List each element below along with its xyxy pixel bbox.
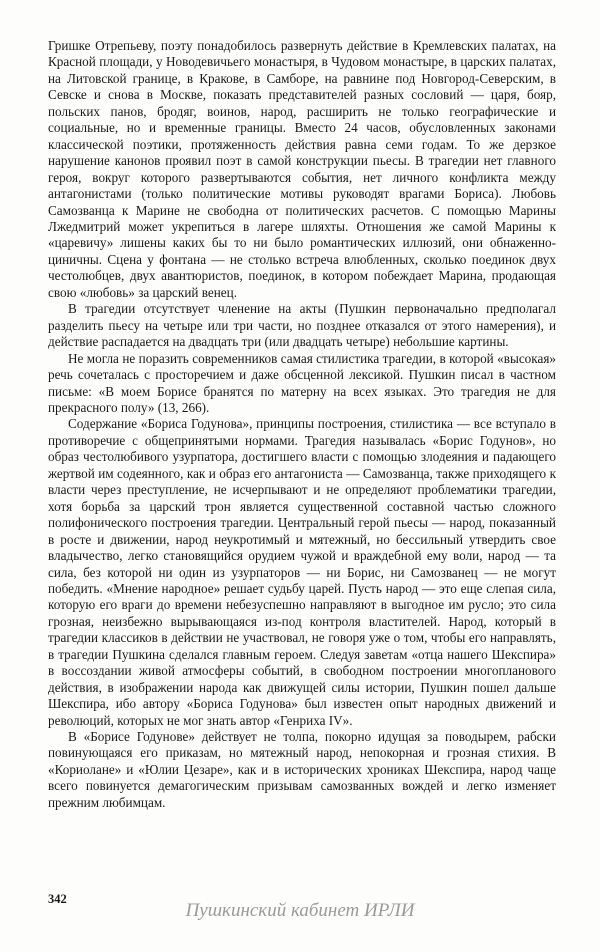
watermark: Пушкинский кабинет ИРЛИ [185, 900, 415, 921]
paragraph-3: Не могла не поразить современников самая стилистика трагедии, в которой «высокая» речь сочеталась с просторечием и даже обсценной лексикой. Пушкин писал в частном письме: «В моем Борисе бранятся по матерну на всех языках. Это трагедия не для прекрасного полу» (13, 266). [48, 350, 556, 415]
body-text [48, 38, 556, 811]
paragraph-5: В «Борисе Годунове» действует не толпа, покорно идущая за поводырем, рабски повинующаяся его приказам, но мятежный народ, непокорная и грозная стихия. В «Кориолане» и «Юлии Цезаре», как и в исторических хрониках Шекспира, народ чаще всего повинуется демагогическим призывам самозванных вождей и легко изменяет прежним любимцам. [48, 729, 556, 810]
paragraph-4: Содержание «Бориса Годунова», принципы построения, стилистика — все вступало в противоречие с общепринятыми нормами. Трагедия называлась «Борис Годунов», но образ честолюбивого узурпатора, достигшего власти с помощью злодеяния и падающего жертвой им содеянного, как и образ его антагониста — Самозванца, также приходящего к власти через преступление, не исчерпывают и не определяют проблематики трагедии, хотя борьба за царский трон является существенной составной частью сложного полифонического построения трагедии. Центральный герой пьесы — народ, показанный в росте и движении, народ неукротимый и мятежный, но бессильный утвердить свое владычество, легко становящийся орудием чужой и враждебной ему воли, народ — та сила, без которой ни один из узурпаторов — ни Борис, ни Самозванец — не могут победить. «Мнение народное» решает судьбу царей. Пусть народ — это еще слепая сила, которую его враги до времени небезуспешно направляют в выгодное им русло; это сила грозная, неизбежно вырывающаяся из-под контроля властителей. Народ, который в трагедии классиков в действии не участвовал, не говоря уже о том, чтобы его направлять, в трагедии Пушкина сделался главным героем. Следуя заветам «отца нашего Шекспира» в воссоздании живой атмосферы событий, в свободном построении многопланового действия, в изображении народа как движущей силы истории, Пушкин пошел дальше Шекспира, ибо автору «Бориса Годунова» был известен опыт народных движений и революций, которых не мог знать автор «Генриха IV». [48, 416, 556, 728]
paragraph-2: В трагедии отсутствует членение на акты (Пушкин первоначально предполагал разделить пьесу на четыре или три части, но позднее отказался от этого намерения), и действие распадается на двадцать три (или двадцать четыре) небольшие картины. [48, 301, 556, 350]
page-number: 342 [48, 892, 67, 906]
paragraph-1: Гришке Отрепьеву, поэту понадобилось развернуть действие в Кремлевских палатах, на Красной площади, у Новодевичьего монастыря, в Чудовом монастыре, в царских палатах, на Литовской границе, в Кракове, в Самборе, на равнине под Новгород-Северским, в Севске и снова в Москве, показать представителей разных сословий — царя, бояр, польских панов, бродяг, воинов, народ, расширить не только географические и социальные, но и временные границы. Вместо 24 часов, обусловленных законами классической поэтики, протяженность действия равна семи годам. То же дерзкое нарушение канонов проявил поэт в самой конструкции пьесы. В трагедии нет главного героя, вокруг которого развертываются события, нет личного конфликта между антагонистами (только политические мотивы руководят врагами Бориса). Любовь Самозванца к Марине не свободна от политических расчетов. С помощью Марины Лжедмитрий может укрепиться в лагере шляхты. Отношения же самой Марины к «царевичу» лишены каких бы то ни было романтических иллюзий, они обнаженно-циничны. Сцена у фонтана — не столько встреча влюбленных, сколько поединок двух честолюбцев, двух авантюристов, поединок, в котором побеждает Марина, продающая свою «любовь» за царский венец. [48, 38, 556, 300]
